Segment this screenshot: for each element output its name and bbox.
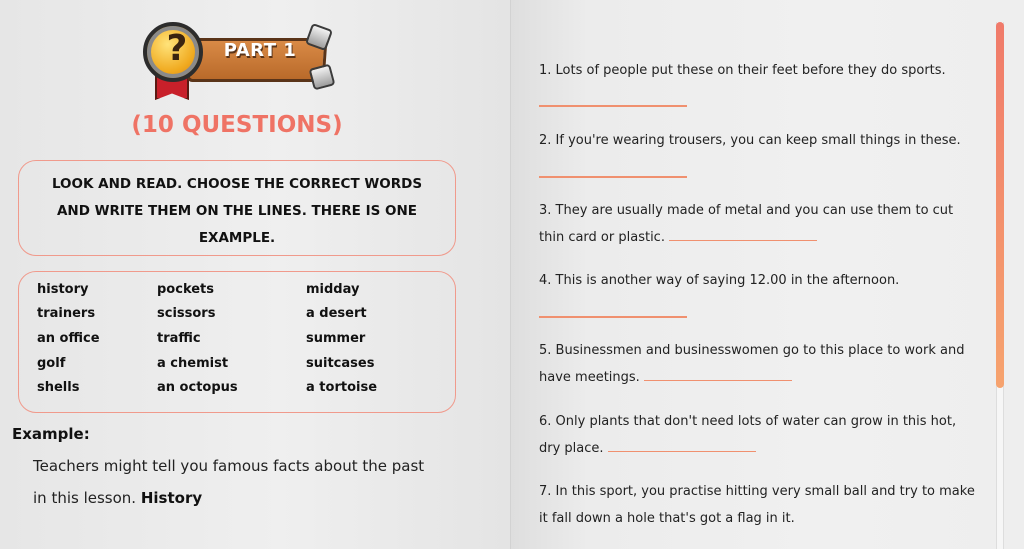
- questions-count: (10 QUESTIONS): [131, 112, 343, 138]
- word-item: midday: [306, 282, 360, 297]
- word-item: suitcases: [306, 356, 375, 371]
- answer-blank-6[interactable]: [608, 451, 756, 452]
- word-item: a chemist: [157, 356, 229, 371]
- question-mark-medal-icon: ?: [143, 22, 203, 82]
- word-item: summer: [306, 331, 366, 346]
- question-5: [539, 337, 979, 391]
- question-6-text: 6. Only plants that don't need lots of water can grow in this hot, dry place.: [539, 414, 957, 456]
- instructions-box: LOOK AND READ. CHOOSE THE CORRECT WORDS AND WRITE THEM ON THE LINES. THERE IS ONE EXAMPLE.: [18, 160, 456, 256]
- word-item: pockets: [157, 282, 215, 297]
- word-item: golf: [37, 356, 66, 371]
- example-sentence: Teachers might tell you famous facts about the past in this lesson.: [33, 457, 425, 507]
- question-2: 2. If you're wearing trousers, you can keep small things in these.: [539, 133, 961, 148]
- answer-blank-1[interactable]: [539, 105, 687, 107]
- example-text: [33, 450, 433, 514]
- example-answer: History: [140, 489, 203, 507]
- bolt-icon: [309, 64, 336, 91]
- question-3-text: 3. They are usually made of metal and you can use them to cut thin card or plastic.: [539, 203, 954, 245]
- word-item: an octopus: [157, 380, 238, 395]
- word-item: trainers: [37, 306, 96, 321]
- part-label: PART 1: [223, 40, 297, 61]
- example-label: Example:: [12, 425, 90, 443]
- word-item: history: [37, 282, 89, 297]
- answer-blank-5[interactable]: [644, 380, 792, 381]
- word-item: shells: [37, 380, 80, 395]
- word-item: traffic: [157, 331, 201, 346]
- answer-blank-3[interactable]: [669, 240, 817, 241]
- word-item: an office: [37, 331, 100, 346]
- word-item: scissors: [157, 306, 216, 321]
- left-panel: [0, 0, 510, 549]
- answer-blank-4[interactable]: [539, 316, 687, 318]
- question-3: [539, 197, 979, 251]
- scrollbar-thumb[interactable]: [996, 22, 1004, 388]
- question-4: 4. This is another way of saying 12.00 in the afternoon.: [539, 273, 900, 288]
- answer-blank-2[interactable]: [539, 176, 687, 178]
- question-6: [539, 408, 979, 462]
- question-5-text: 5. Businessmen and businesswomen go to this place to work and have meetings.: [539, 343, 965, 385]
- word-bank: [18, 271, 456, 413]
- part-badge: [143, 22, 333, 104]
- word-item: a tortoise: [306, 380, 378, 395]
- word-item: a desert: [306, 306, 367, 321]
- question-7: 7. In this sport, you practise hitting very small ball and try to make it fall down a hole that's got a flag in it.: [539, 484, 975, 526]
- question-1: 1. Lots of people put these on their feet before they do sports.: [539, 63, 946, 78]
